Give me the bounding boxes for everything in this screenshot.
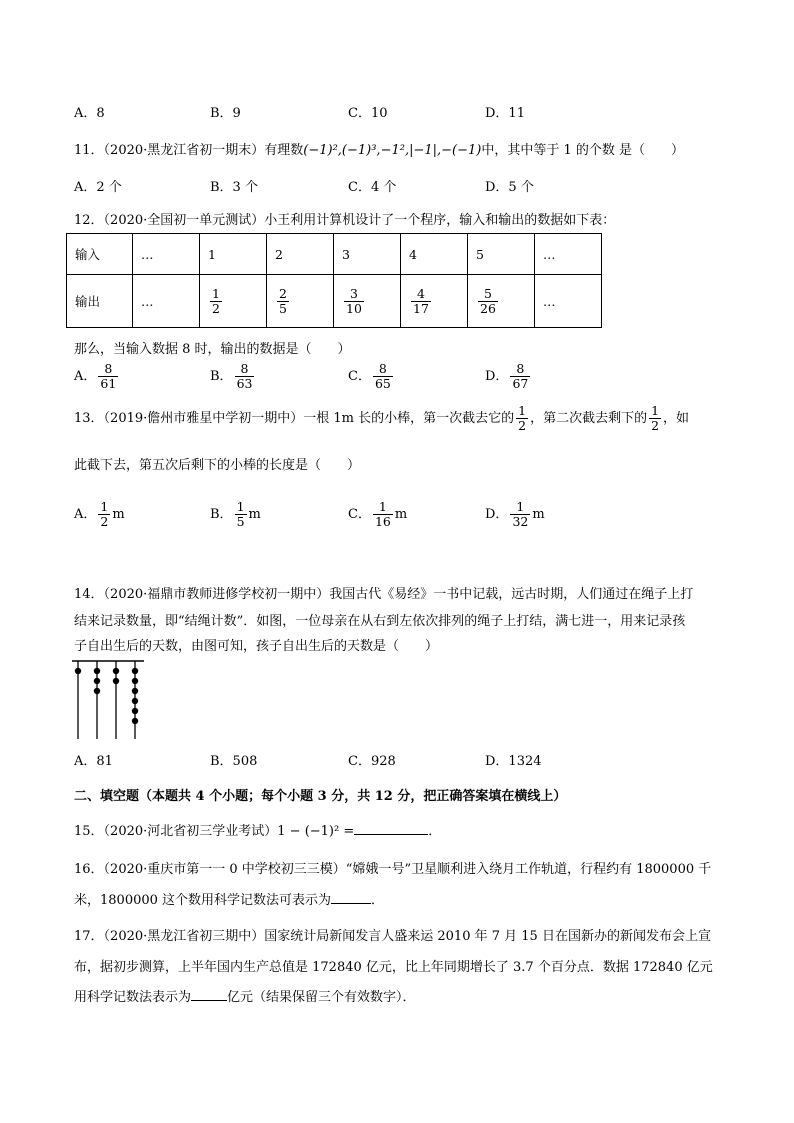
q13-text-a: 13．（2019·儋州市雅星中学初一期中）一根 1m 长的小棒，第一次截去它的 [74,410,515,426]
knot [132,668,138,674]
table-cell [334,275,401,328]
table-cell: 2 [267,234,334,275]
table-cell: 5 [468,234,535,275]
q12-options [74,362,674,402]
q11-expression: (−1)²,(−1)³,−1²,|−1|,−(−1) [303,143,482,158]
frac-den: 2 [518,417,527,433]
knot [132,688,138,694]
frac-num: 3 [349,285,358,301]
frac-num: 1 [378,499,387,514]
q12-option-a [74,362,120,391]
q14-stem-line1: 14．（2020·福鼎市教师进修学校初一期中）我国古代《易经》一书中记载，远古时期，人们通过在绳子上打 [74,587,694,602]
frac-den: 63 [236,375,253,391]
q16-stem-line2 [74,889,384,908]
option-label: D． [485,506,509,522]
option-label: C． [348,506,371,522]
knot [113,678,119,684]
q13-options [74,500,674,540]
q10-option-c: C．10 [348,106,388,121]
table-cell: … [535,234,602,275]
frac-den: 2 [100,513,109,529]
table-cell: … [535,275,602,328]
q11-options [74,176,674,194]
knot [132,708,138,714]
q11-option-c: C．4 个 [348,180,397,195]
q11-stem [74,139,684,158]
q13-stem-line2: 此截下去，第五次后剩下的小棒的长度是（ ） [74,458,361,473]
q10-option-d: D．11 [485,106,525,121]
q14-option-a: A．81 [74,754,113,769]
q17-text-a: 用科学记数法表示为 [74,990,192,1005]
q14-option-d: D．1324 [485,754,542,769]
q12-option-d [485,362,532,391]
frac-den: 10 [346,300,362,316]
q11-prefix: 11．（2020·黑龙江省初一期末）有理数 [74,143,304,158]
frac-num: 4 [416,285,425,301]
frac-num: 1 [516,499,525,514]
q13-option-b [210,500,261,529]
q13-option-a [74,500,125,529]
table-cell-label: 输入 [67,234,133,275]
q17-text-b: 亿元（结果保留三个有效数字）． [227,990,416,1005]
option-label: D． [485,368,509,384]
q16-end: ． [371,893,385,908]
frac-den: 2 [212,300,220,316]
table-row-output [67,275,602,328]
q11-option-b: B．3 个 [210,180,258,195]
q14-stem-line3: 子自出生后的天数，由图可知，孩子自出生后的天数是（ ） [74,639,439,654]
frac-den: 32 [512,513,529,529]
table-cell: 1 [200,234,267,275]
q16-text: 米，1800000 这个数用科学记数法可表示为 [74,893,332,908]
q13-stem-line1 [74,404,689,433]
q15-answer-blank[interactable] [354,834,428,835]
unit: m [532,506,545,522]
q16-answer-blank[interactable] [331,903,371,904]
q17-answer-blank[interactable] [191,1000,227,1001]
q15-prefix: 15．（2020·河北省初三学业考试） [74,824,278,839]
q11-suffix: 中，其中等于 1 的个数 是（ ） [481,143,685,158]
option-label: A． [74,368,97,384]
unit: m [112,506,125,522]
knot [132,678,138,684]
q14-stem-line2: 结来记录数量，即“结绳计数”．如图，一位母亲在从右到左依次排列的绳子上打结，满七进一，用来记录孩 [74,614,686,629]
table-cell [267,275,334,328]
table-cell: … [133,275,200,328]
table-cell: … [133,234,200,275]
frac-num: 8 [516,361,525,376]
knot [132,698,138,704]
q10-option-b: B．9 [210,106,241,121]
q14-option-c: C．928 [348,754,396,769]
q13-text-c: ，如 [663,410,690,426]
q17-stem-line3 [74,986,416,1005]
q15-end: ． [428,824,442,839]
table-cell [401,275,468,328]
frac-num: 8 [240,361,249,376]
knot [94,678,100,684]
unit: m [394,506,408,522]
frac-den: 5 [279,300,287,316]
frac-num: 1 [100,499,109,514]
frac-den: 67 [512,375,529,391]
frac-den: 16 [374,513,391,529]
frac-num: 1 [518,403,527,418]
q14-options [74,750,674,768]
io-table [66,233,602,328]
frac-den: 2 [651,417,660,433]
unit: m [248,506,261,522]
q11-option-a: A．2 个 [74,180,122,195]
frac-den: 65 [374,375,391,391]
frac-num: 8 [378,361,387,376]
q16-stem-line1: 16．（2020·重庆市第一一 0 中学校初三三模）“嫦娥一号”卫星顺利进入绕月工作轨道，行程约有 1800000 千 [74,862,712,877]
q10-options [74,102,674,120]
table-cell [200,275,267,328]
frac-den: 5 [236,513,245,529]
q11-option-d: D．5 个 [485,180,534,195]
table-row-input [67,234,602,275]
frac-den: 17 [413,300,429,316]
knot-rope-figure [72,659,148,741]
knot [75,668,81,674]
table-cell [468,275,535,328]
q17-stem-line2: 布，据初步测算，上半年国内生产总值是 172840 亿元，比上年同期增长了 3.7 个百分点．数据 172840 亿元 [74,960,713,975]
knot [113,668,119,674]
knot [132,718,138,724]
q13-text-b: ，第二次截去剩下的 [530,410,648,426]
frac-den: 26 [480,300,496,316]
option-label: A． [74,506,97,522]
frac-num: 1 [212,285,220,301]
section-heading-fill-in: 二、填空题（本题共 4 个小题；每个小题 3 分，共 12 分，把正确答案填在横线上） [74,789,567,804]
option-label: B． [210,506,233,522]
q14-option-b: B．508 [210,754,258,769]
q13-option-d [485,500,545,529]
frac-num: 2 [279,285,287,301]
table-cell: 3 [334,234,401,275]
q12-option-b [210,362,256,391]
q12-question: 那么，当输入数据 8 时，输出的数据是（ ） [74,342,351,357]
q15-expression: 1 − (−1)² = [277,824,355,839]
q10-option-a: A．8 [74,106,105,121]
frac-num: 8 [104,361,113,376]
q12-option-c [348,362,395,391]
frac-den: 61 [100,375,117,391]
table-cell-label: 输出 [67,275,133,328]
option-label: B． [210,368,233,384]
knot [94,688,100,694]
q13-option-c [348,500,407,529]
q15-stem [74,820,441,839]
frac-num: 1 [236,499,245,514]
knot [94,668,100,674]
frac-num: 1 [651,403,660,418]
table-cell: 4 [401,234,468,275]
frac-num: 5 [483,285,492,301]
q12-stem: 12．（2020·全国初一单元测试）小王利用计算机设计了一个程序，输入和输出的数据如下表： [74,213,616,228]
option-label: C． [348,368,371,384]
q17-stem-line1: 17．（2020·黑龙江省初三期中）国家统计局新闻发言人盛来运 2010 年 7 月 15 日在国新办的新闻发布会上宣 [74,929,711,944]
